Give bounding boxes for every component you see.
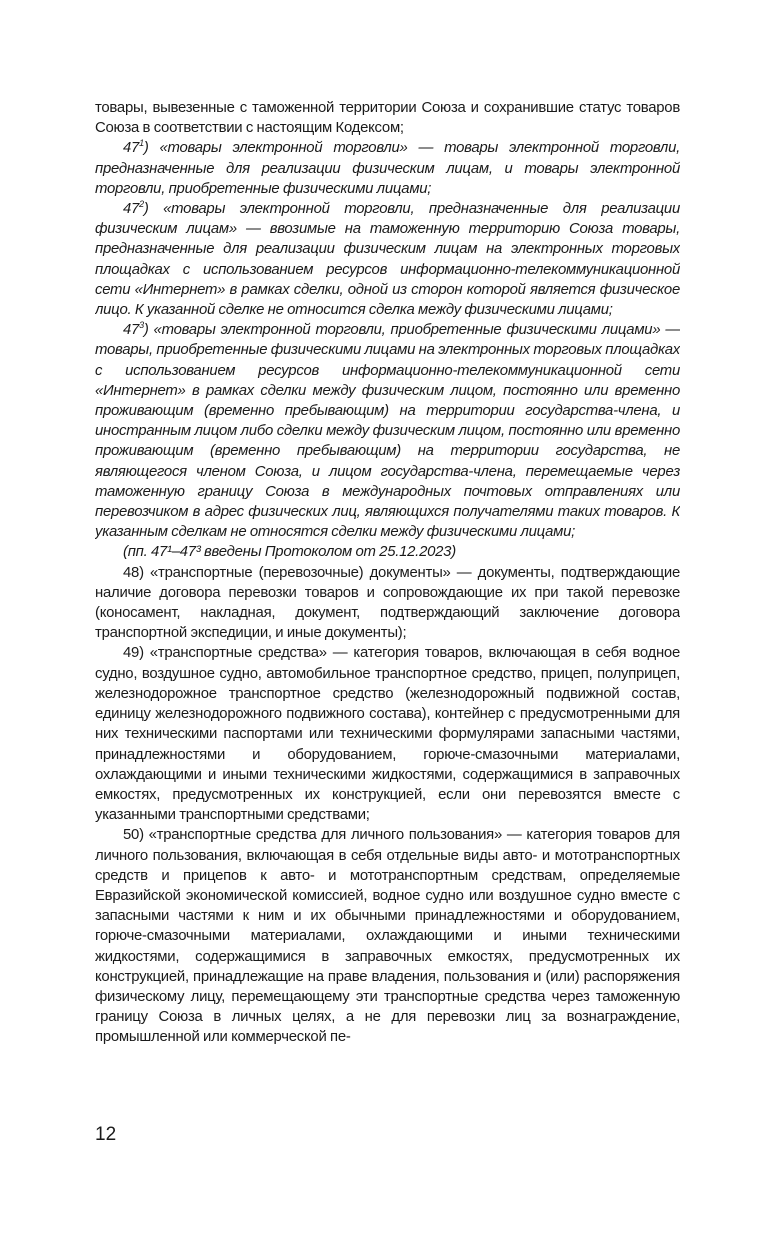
page-number: 12	[95, 1124, 117, 1145]
paragraph-47-2	[95, 199, 680, 320]
paragraph-48: 48) «транспортные (перевозочные) документы» — документы, подтверждающие наличие договора перевозки товаров и сопровождающие их при такой перевозке (коносамент, накладная, документ, подтверждающий заключение договора транспортной экспедиции, и иные документы);	[95, 564, 680, 642]
amendment-note: (пп. 47¹–47³ введены Протоколом от 25.12.2023)	[123, 544, 456, 561]
clause-superscript: 1	[139, 138, 144, 149]
clause-number: 47	[123, 322, 140, 339]
clause-text: ) «товары электронной торговли» — товары электронной торговли, предназначенные для реализации физическим лицам, и товары электронной торговли, приобретенные физическими лицами;	[95, 140, 680, 197]
clause-superscript: 3	[139, 320, 144, 331]
clause-number: 47	[123, 140, 140, 157]
paragraph-continuation: товары, вывезенные с таможенной территории Союза и сохранившие статус товаров Союза в соответствии с настоящим Кодексом;	[95, 100, 680, 137]
page-text-block	[95, 98, 680, 1098]
paragraph-47-3	[95, 320, 680, 542]
paragraph-49: 49) «транспортные средства» — категория товаров, включающая в себя водное судно, воздушное судно, автомобильное транспортное средство, прицеп, полуприцеп, железнодорожное транспортное средство (железнодорожный подвижной состав, единицу железнодорожного подвижного состава), контейнер с предусмотренными для них техническими паспортами или техническими формулярами запасными частями, принадлежностями и оборудованием, горюче-смазочными материалами, охлаждающими и иными техническими жидкостями, содержащимися в заправочных емкостях, предусмотренных их конструкцией, если они перевозятся вместе с указанными транспортными средствами;	[95, 645, 680, 824]
clause-superscript: 2	[139, 199, 144, 210]
paragraph-50: 50) «транспортные средства для личного пользования» — категория товаров для личного пользования, включающая в себя отдельные виды авто- и мототранспортных средств и прицепов к авто- и мототранспортным средствам, определяемые Евразийской экономической комиссией, водное судно или воздушное судно вместе с запасными частями к ним и их обычными принадлежностями и оборудованием, горюче-смазочными материалами, охлаждающими и иными техническими жидкостями, содержащимися в заправочных емкостях, предусмотренных их конструкцией, принадлежащие на праве владения, пользования и (или) распоряжения физическому лицу, перемещающему эти транспортные средства через таможенную границу Союза в личных целях, а не для перевозки лиц за вознаграждение, промышленной или коммерческой пе-	[95, 827, 680, 1046]
clause-text: ) «товары электронной торговли, предназначенные для реализации физическим лицам» — ввозимые на таможенную территорию Союза товары, предназначенные для реализации физическим лицам на электронных торговых площадках с использованием ресурсов информационно-телекоммуникационной сети «Интернет» в рамках сделки, одной из сторон которой является физическое лицо. К указанной сделке не относится сделка между физическими лицами;	[95, 201, 680, 319]
clause-text: ) «товары электронной торговли, приобретенные физическими лицами» — товары, приобретенные физическими лицами на электронных торговых площадках с использованием ресурсов информационно-телекоммуникационной сети «Интернет» в рамках сделки между физическим лицом, постоянно или временно проживающим (временно пребывающим) на территории государства-члена, и иностранным лицом либо сделки между физическим лицом, постоянно или временно проживающим (временно пребывающим) на территории государства, не являющегося членом Союза, и лицом государства-члена, перемещаемые через таможенную границу Союза в международных почтовых отправлениях или перевозчиком в адрес физических лиц, являющихся получателями таких товаров. К указанным сделкам не относятся сделки между физическими лицами;	[95, 322, 680, 541]
paragraph-47-1	[95, 138, 680, 199]
clause-number: 47	[123, 201, 140, 218]
